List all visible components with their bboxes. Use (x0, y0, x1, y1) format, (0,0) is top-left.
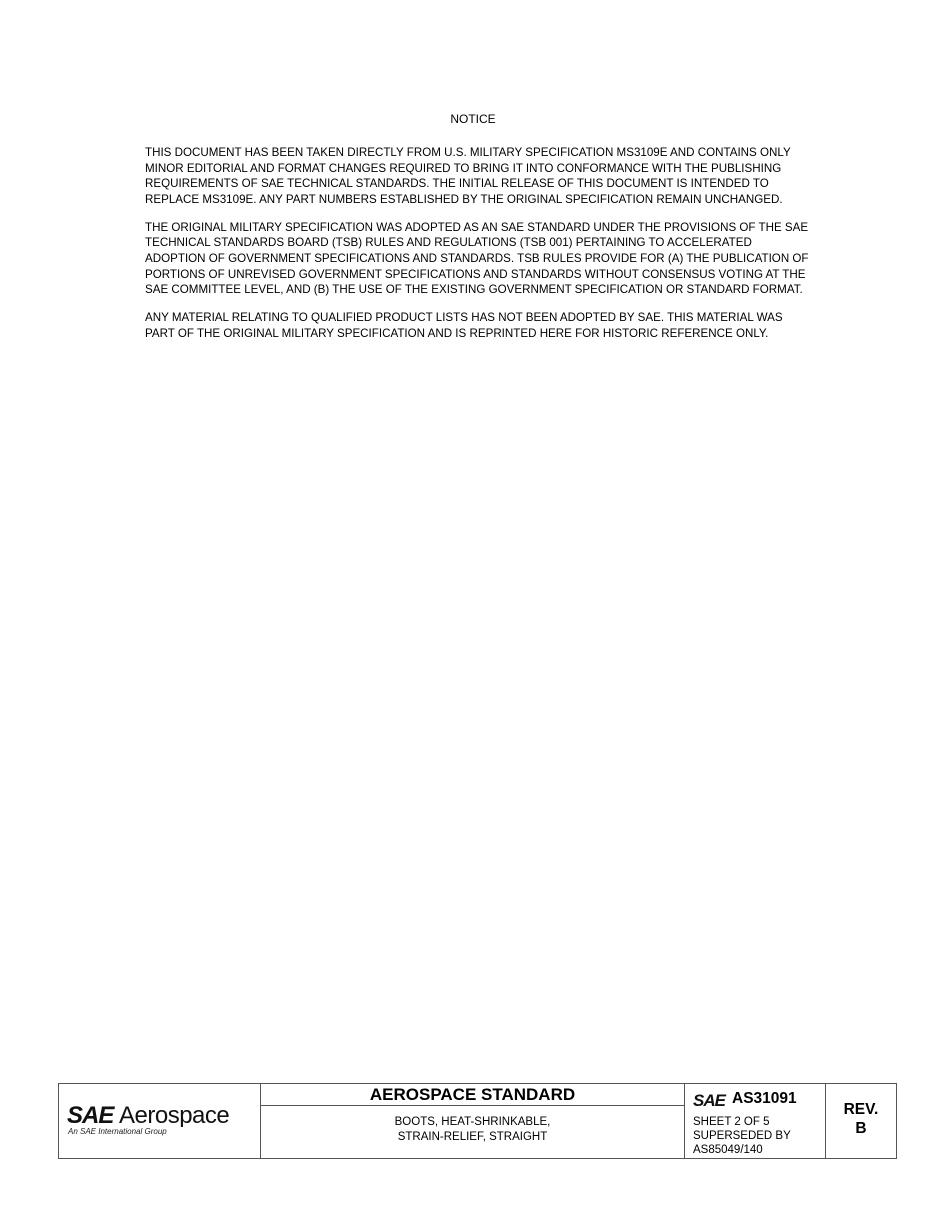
sae-small-logo (693, 1090, 729, 1108)
sheet-number: SHEET 2 OF 5 (693, 1116, 770, 1128)
superseded-label: SUPERSEDED BY (693, 1130, 791, 1142)
notice-title: NOTICE (450, 112, 496, 126)
logo-wordmark: Aerospace (119, 1102, 230, 1127)
title-block-rev-cell (826, 1084, 896, 1158)
logo-subtitle: An SAE International Group (68, 1127, 167, 1136)
sae-aerospace-logo (67, 1101, 247, 1127)
standard-description (261, 1115, 684, 1145)
revision (826, 1100, 896, 1138)
title-block-logo-cell (59, 1084, 261, 1158)
rev-value: B (855, 1120, 867, 1137)
notice-paragraph-2: THE ORIGINAL MILITARY SPECIFICATION WAS ADOPTED AS AN SAE STANDARD UNDER THE PROVISIONS OF THE SAE TECHNICAL STANDARDS BOARD (TSB) RULES AND REGULATIONS (TSB 001) PERTAINING TO ACCELERATED ADOPTION OF GOVERNMENT SPECIFICATIONS AND STANDARDS. TSB RULES PROVIDE FOR (A) THE PUBLICATION OF PORTIONS OF UNREVISED GOVERNMENT SPECIFICATIONS AND STANDARDS WITHOUT CONSENSUS VOTING AT THE SAE COMMITTEE LEVEL, AND (B) THE USE OF THE EXISTING GOVERNMENT SPECIFICATION OR STANDARD FORMAT. (145, 220, 809, 297)
title-block-title-cell (261, 1084, 685, 1158)
standard-heading: AEROSPACE STANDARD (261, 1084, 684, 1106)
doc-number-row (693, 1089, 797, 1109)
notice-body (145, 145, 810, 354)
title-block (58, 1083, 897, 1159)
logo-mark: SAE (67, 1102, 114, 1127)
small-logo-mark: SAE (693, 1091, 725, 1108)
description-line-2: STRAIN-RELIEF, STRAIGHT (397, 1131, 548, 1143)
sheet-info (693, 1115, 791, 1157)
notice-paragraph-1: THIS DOCUMENT HAS BEEN TAKEN DIRECTLY FROM U.S. MILITARY SPECIFICATION MS3109E AND CONTAINS ONLY MINOR EDITORIAL AND FORMAT CHANGES REQUIRED TO BRING IT INTO CONFORMANCE WITH THE PUBLISHING REQUIREMENTS OF SAE TECHNICAL STANDARDS. THE INITIAL RELEASE OF THIS DOCUMENT IS INTENDED TO REPLACE MS3109E. ANY PART NUMBERS ESTABLISHED BY THE ORIGINAL SPECIFICATION REMAIN UNCHANGED. (145, 146, 791, 206)
rev-label: REV. (843, 1101, 879, 1118)
title-block-number-cell (685, 1084, 826, 1158)
superseded-by-number: AS85049/140 (693, 1144, 763, 1156)
doc-number: AS31091 (732, 1090, 797, 1107)
description-line-1: BOOTS, HEAT-SHRINKABLE, (394, 1116, 551, 1128)
notice-paragraph-3: ANY MATERIAL RELATING TO QUALIFIED PRODUCT LISTS HAS NOT BEEN ADOPTED BY SAE. THIS MATERIAL WAS PART OF THE ORIGINAL MILITARY SPECIFICATION AND IS REPRINTED HERE FOR HISTORIC REFERENCE ONLY. (145, 311, 783, 340)
